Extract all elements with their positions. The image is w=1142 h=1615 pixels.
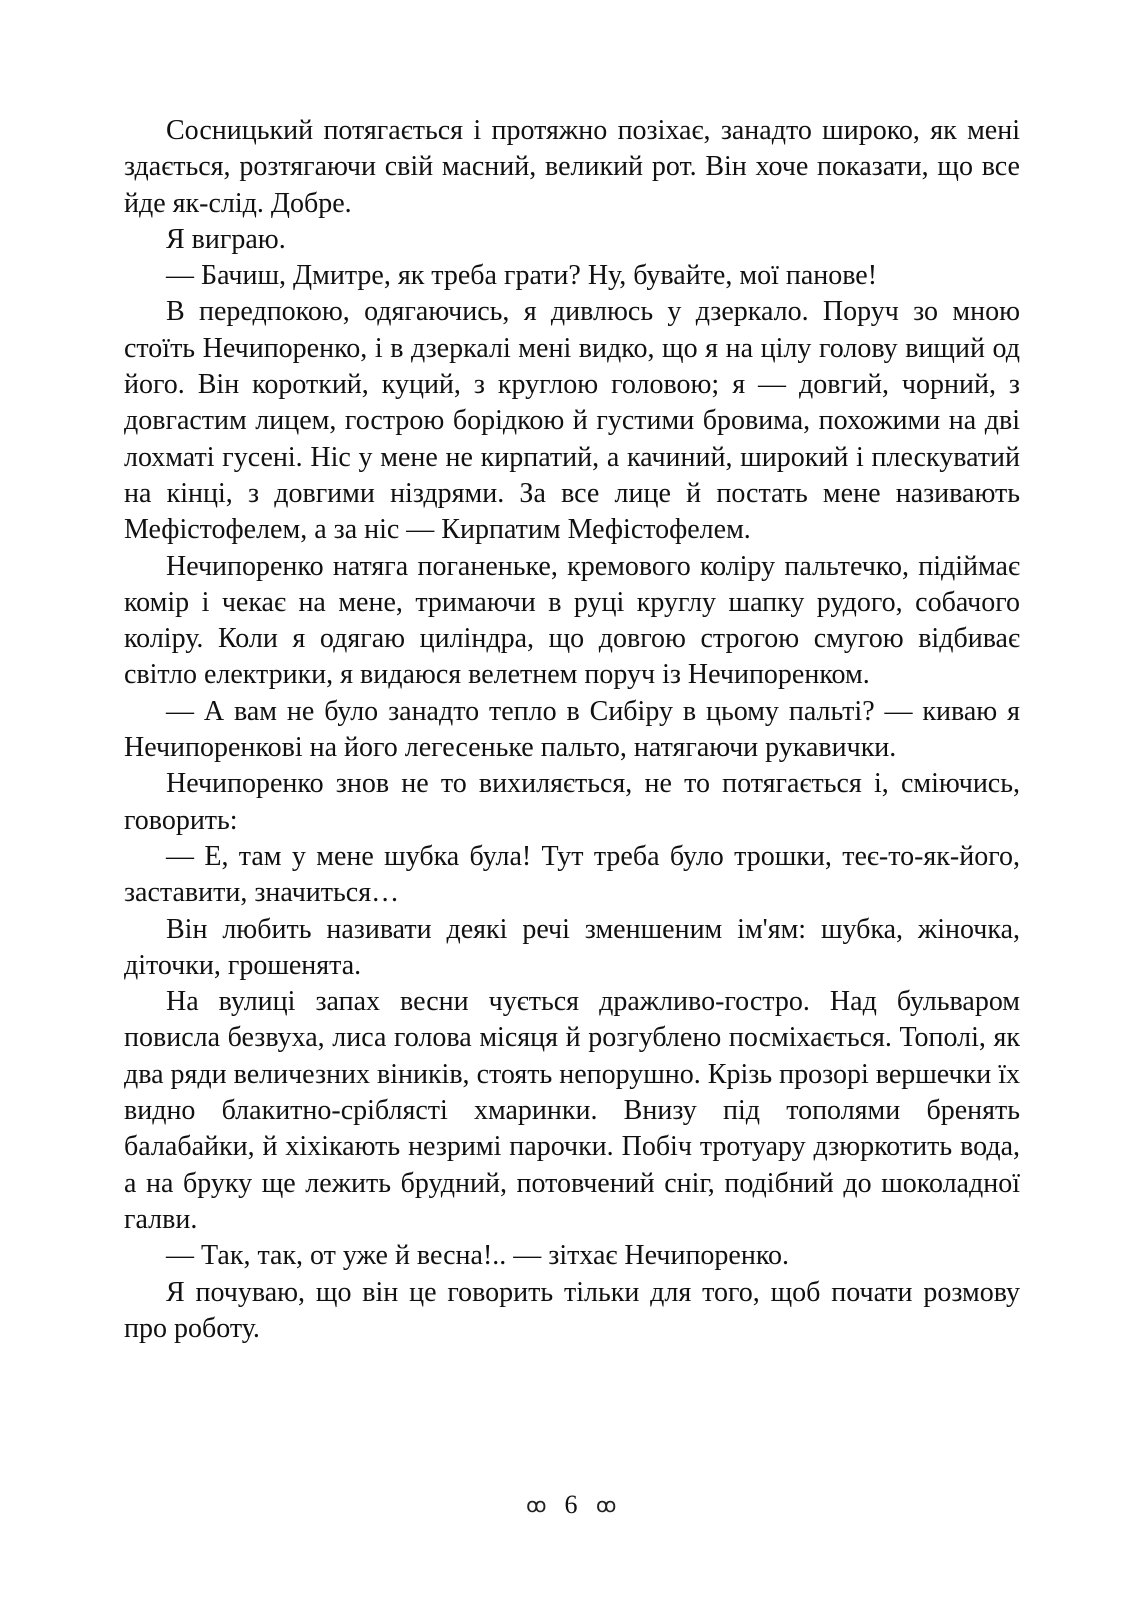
paragraph: Я почуваю, що він це говорить тільки для того, щоб почати розмову про роботу.	[124, 1276, 1020, 1344]
paragraph: — А вам не було занадто тепло в Сибіру в цьому пальті? — киваю я Нечипоренкові на його легесеньке пальто, натягаючи рукавички.	[124, 695, 1020, 764]
paragraph: Нечипоренко знов не то вихиляється, не то потягається і, сміючись, говорить:	[124, 768, 1020, 836]
paragraph: Сосницький потягається і протяжно позіхає, занадто широко, як мені здається, розтягаючи свій масний, великий рот. Він хоче показати, що все йде як-слід. Добре.	[124, 115, 1020, 219]
paragraph: — Так, так, от уже й весна!.. — зітхає Нечипоренко.	[166, 1240, 790, 1272]
page-footer	[0, 1487, 1142, 1521]
paragraph: — Бачиш, Дмитре, як треба грати? Ну, бувайте, мої панове!	[166, 260, 878, 292]
paragraph: В передпокою, одягаючись, я дивлюсь у дзеркало. Поруч зо мною стоїть Нечипоренко, і в дзеркалі мені видко, що я на цілу голову вищий од його. Він короткий, куций, з круглою головою; я — довгий, чорний, з довгастим лицем, гострою борідкою й густими бровима, похожими на дві лохматі гусені. Ніс у мене не кирпатий, а качиний, широкий і плескуватий на кінці, з довгими ніздрями. За все лице й постать мене називають Мефістофелем, а за ніс — Кирпатим Мефістофелем.	[124, 296, 1020, 546]
paragraph: На вулиці запах весни чується дражливо-гостро. Над бульваром повисла безвуха, лиса голова місяця й розгублено посміхається. Тополі, як два ряди величезних віників, стоять непорушно. Крізь прозорі вершечки їх видно блакитно-сріблясті хмаринки. Внизу під тополями бренять балабайки, й хіхікають незримі парочки. Побіч тротуару дзюркотить вода, а на бруку ще лежить брудний, потовчений сніг, подібний до шоколадної галви.	[124, 986, 1020, 1235]
right-ornament-icon: ꝏ	[595, 1493, 616, 1518]
body-text	[124, 113, 1020, 1347]
paragraph: — Е, там у мене шубка була! Тут треба було трошки, теє-то-як-його, заставити, значиться…	[124, 840, 1020, 909]
paragraph: Нечипоренко натяга поганеньке, кремового коліру пальтечко, підіймає комір і чекає на мене, тримаючи в руці круглу шапку рудого, собачого коліру. Коли я одягаю циліндра, що довгою строгою смугою відбиває світло електрики, я видаюся велетнем поруч із Нечипоренком.	[124, 550, 1020, 691]
page-number: 6	[564, 1490, 578, 1520]
left-ornament-icon: ꝏ	[526, 1493, 547, 1518]
paragraph: Я виграю.	[166, 223, 286, 255]
paragraph: Він любить називати деякі речі зменшеним ім'ям: шубка, жіночка, діточки, грошенята.	[124, 913, 1020, 981]
